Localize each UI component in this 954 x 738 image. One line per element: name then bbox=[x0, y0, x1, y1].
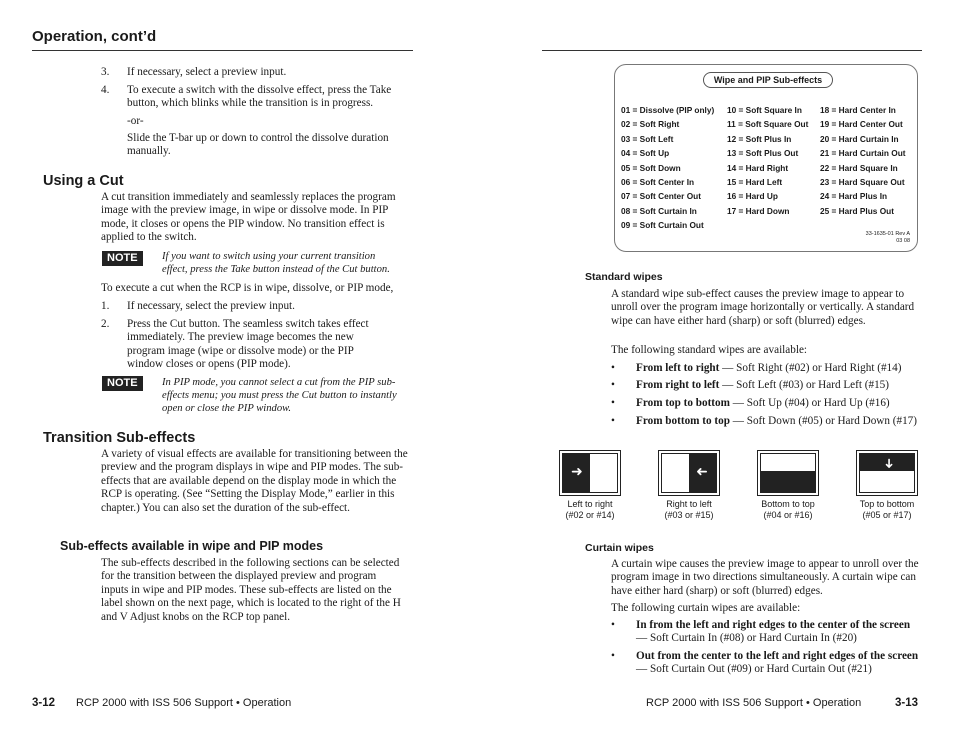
bullet-item bbox=[636, 379, 918, 392]
effect-item: 22 = Hard Square In bbox=[820, 162, 898, 173]
effect-item: 25 = Hard Plus Out bbox=[820, 205, 895, 216]
effect-item: 17 = Hard Down bbox=[727, 205, 790, 216]
effect-item: 07 = Soft Center Out bbox=[621, 191, 701, 202]
wipe-caption bbox=[747, 499, 829, 522]
footer-title-left: RCP 2000 with ISS 506 Support • Operation bbox=[76, 697, 292, 709]
bullet-text: — Soft Up (#04) or Hard Up (#16) bbox=[729, 397, 890, 409]
bullet-bold: Out from the center to the left and right edges of the screen bbox=[636, 650, 919, 662]
bullet-marker: • bbox=[611, 397, 615, 409]
effect-item: 04 = Soft Up bbox=[621, 148, 670, 159]
effect-item: 24 = Hard Plus In bbox=[820, 191, 888, 202]
arrow-left-icon: ➜ bbox=[696, 465, 708, 480]
effect-item: 09 = Soft Curtain Out bbox=[621, 220, 704, 231]
note-text: In PIP mode, you cannot select a cut from the PIP sub-effects menu; you must press the Cut button to instantly open or close the PIP window. bbox=[162, 377, 397, 415]
wipe-figure-top-to-bottom bbox=[856, 450, 918, 496]
effect-item: 19 = Hard Center Out bbox=[820, 119, 903, 130]
bullet-item bbox=[636, 415, 918, 428]
effect-item: 03 = Soft Left bbox=[621, 133, 674, 144]
effect-item: 14 = Hard Right bbox=[727, 162, 789, 173]
subsection-paragraph: The sub-effects described in the following sections can be selected for the transition between the displayed preview and program inputs in wipe and PIP modes. These sub-effects are listed on the label shown on the next page, which is located to the right of the H and V Adjust knobs on the RCP top panel. bbox=[101, 557, 401, 623]
label-revision bbox=[840, 231, 910, 245]
caption-line: Left to right bbox=[567, 499, 613, 509]
bullet-item bbox=[636, 362, 918, 375]
caption-line: Right to left bbox=[666, 499, 712, 509]
bullet-bold: From right to left bbox=[636, 379, 720, 391]
bullet-text: — Soft Left (#03) or Hard Left (#15) bbox=[719, 379, 890, 391]
page-header-title: Operation, cont’d bbox=[32, 28, 157, 45]
wipe-figure-left-to-right bbox=[559, 450, 621, 496]
effect-item: 05 = Soft Down bbox=[621, 162, 681, 173]
caption-line: (#02 or #14) bbox=[565, 510, 615, 521]
step-text: If necessary, select a preview input. bbox=[127, 66, 287, 78]
step-text: If necessary, select the preview input. bbox=[127, 300, 295, 312]
bullet-text: — Soft Curtain Out (#09) or Hard Curtain Out (#21) bbox=[636, 663, 872, 676]
note-badge: NOTE bbox=[102, 376, 143, 391]
footer-page-number-right: 3-13 bbox=[895, 697, 919, 709]
revision-date: 03 08 bbox=[896, 238, 910, 244]
note-badge: NOTE bbox=[102, 251, 143, 266]
bullet-item bbox=[636, 619, 918, 646]
effect-item: 21 = Hard Curtain Out bbox=[820, 148, 906, 159]
wipe-fill bbox=[761, 471, 815, 492]
effect-item: 01 = Dissolve (PIP only) bbox=[621, 105, 715, 115]
step-text: To execute a switch with the dissolve effect, press the Take button, which blinks while the transition is in progress. bbox=[127, 84, 392, 110]
step-number: 1. bbox=[101, 300, 110, 312]
effects-column-2 bbox=[727, 103, 808, 218]
or-separator: -or- bbox=[127, 115, 144, 127]
cut-paragraph: A cut transition immediately and seamlessly replaces the program image with the preview image, in wipe or dissolve mode. In PIP mode, it closes or opens the PIP window. No transition effect is applied to the switch. bbox=[101, 191, 396, 244]
standard-wipes-heading: Standard wipes bbox=[585, 271, 663, 283]
bullet-item bbox=[636, 650, 920, 677]
effect-item: 12 = Soft Plus In bbox=[727, 133, 792, 144]
footer-title-right: RCP 2000 with ISS 506 Support • Operation bbox=[646, 697, 862, 709]
bullet-bold: From left to right bbox=[636, 362, 720, 374]
step-number: 4. bbox=[101, 84, 110, 96]
wipe-caption bbox=[549, 499, 631, 522]
effect-item: 11 = Soft Square Out bbox=[727, 119, 809, 130]
bullet-marker: • bbox=[611, 415, 615, 427]
curtain-wipes-intro: The following curtain wipes are available: bbox=[611, 602, 801, 614]
step-alt-text: Slide the T-bar up or down to control the dissolve duration manually. bbox=[127, 132, 389, 158]
wipe-figure-bottom-to-top bbox=[757, 450, 819, 496]
caption-line: (#04 or #16) bbox=[763, 510, 813, 521]
header-rule-left bbox=[32, 50, 413, 51]
wipe-caption bbox=[846, 499, 928, 522]
effect-item: 20 = Hard Curtain In bbox=[820, 133, 899, 144]
subsection-heading: Sub-effects available in wipe and PIP modes bbox=[60, 539, 324, 553]
wipe-caption bbox=[648, 499, 730, 522]
effect-item: 06 = Soft Center In bbox=[621, 177, 695, 188]
curtain-wipes-heading: Curtain wipes bbox=[585, 542, 654, 554]
caption-line: Bottom to top bbox=[761, 499, 815, 509]
effect-item: 08 = Soft Curtain In bbox=[621, 205, 697, 216]
arrow-right-icon: ➜ bbox=[571, 465, 583, 480]
effect-item: 23 = Hard Square Out bbox=[820, 177, 905, 188]
wipe-screen bbox=[661, 453, 717, 493]
caption-line: (#05 or #17) bbox=[862, 510, 912, 521]
effect-item: 15 = Hard Left bbox=[727, 177, 783, 188]
header-rule-right bbox=[542, 50, 922, 51]
section-heading-transition: Transition Sub-effects bbox=[43, 430, 196, 446]
bullet-bold: In from the left and right edges to the center of the screen bbox=[636, 619, 911, 631]
wipe-screen bbox=[562, 453, 618, 493]
bullet-item bbox=[636, 397, 918, 410]
bullet-text: — Soft Down (#05) or Hard Down (#17) bbox=[729, 415, 918, 427]
effects-column-3 bbox=[820, 103, 906, 218]
effect-item: 18 = Hard Center In bbox=[820, 105, 896, 115]
effect-item: 02 = Soft Right bbox=[621, 119, 680, 130]
label-title: Wipe and PIP Sub-effects bbox=[703, 72, 833, 88]
arrow-down-icon: ➜ bbox=[881, 458, 897, 469]
wipe-figure-right-to-left bbox=[658, 450, 720, 496]
bullet-marker: • bbox=[611, 619, 615, 631]
cut-intro: To execute a cut when the RCP is in wipe, dissolve, or PIP mode, bbox=[101, 282, 394, 294]
effects-column-1 bbox=[621, 103, 714, 233]
caption-line: (#03 or #15) bbox=[664, 510, 714, 521]
caption-line: Top to bottom bbox=[859, 499, 915, 509]
arrow-up-icon: ➜ bbox=[782, 457, 798, 468]
bullet-text: — Soft Curtain In (#08) or Hard Curtain In (#20) bbox=[636, 632, 857, 645]
footer-page-number-left: 3-12 bbox=[32, 697, 56, 709]
transition-paragraph: A variety of visual effects are available for transitioning between the preview and the program displays in wipe and PIP modes. The sub-effects that are available depend on the display mode in which the RCP is operating. (See “Setting the Display Mode,” earlier in this chapter.) You can also set the duration of the sub-effect. bbox=[101, 448, 408, 514]
bullet-marker: • bbox=[611, 650, 615, 662]
step-text: Press the Cut button. The seamless switch takes effect immediately. The preview image becomes the new program image (wipe or dissolve mode) or the PIP window closes or opens (PIP mode). bbox=[127, 318, 369, 371]
standard-wipes-intro: The following standard wipes are available: bbox=[611, 344, 808, 356]
step-number: 3. bbox=[101, 66, 110, 78]
wipe-screen bbox=[859, 453, 915, 493]
step-number: 2. bbox=[101, 318, 110, 330]
bullet-text: — Soft Right (#02) or Hard Right (#14) bbox=[719, 362, 902, 374]
wipe-screen bbox=[760, 453, 816, 493]
bullet-marker: • bbox=[611, 379, 615, 391]
note-text: If you want to switch using your current transition effect, press the Take button instead of the Cut button. bbox=[162, 251, 390, 276]
section-heading-cut: Using a Cut bbox=[43, 173, 124, 189]
bullet-bold: From top to bottom bbox=[636, 397, 730, 409]
standard-wipes-paragraph: A standard wipe sub-effect causes the preview image to appear to unroll over the program image horizontally or vertically. A standard wipe can have either hard (sharp) or soft (blurred) edges. bbox=[611, 288, 915, 327]
effect-item: 16 = Hard Up bbox=[727, 191, 778, 202]
bullet-bold: From bottom to top bbox=[636, 415, 730, 427]
bullet-marker: • bbox=[611, 362, 615, 374]
effect-item: 10 = Soft Square In bbox=[727, 105, 802, 115]
effect-item: 13 = Soft Plus Out bbox=[727, 148, 799, 159]
curtain-wipes-paragraph: A curtain wipe causes the preview image to appear to unroll over the program image in two directions simultaneously. A curtain wipe can have either hard (sharp) or soft (blurred) edges. bbox=[611, 558, 919, 597]
revision-number: 33-1635-01 Rev A bbox=[865, 231, 910, 237]
